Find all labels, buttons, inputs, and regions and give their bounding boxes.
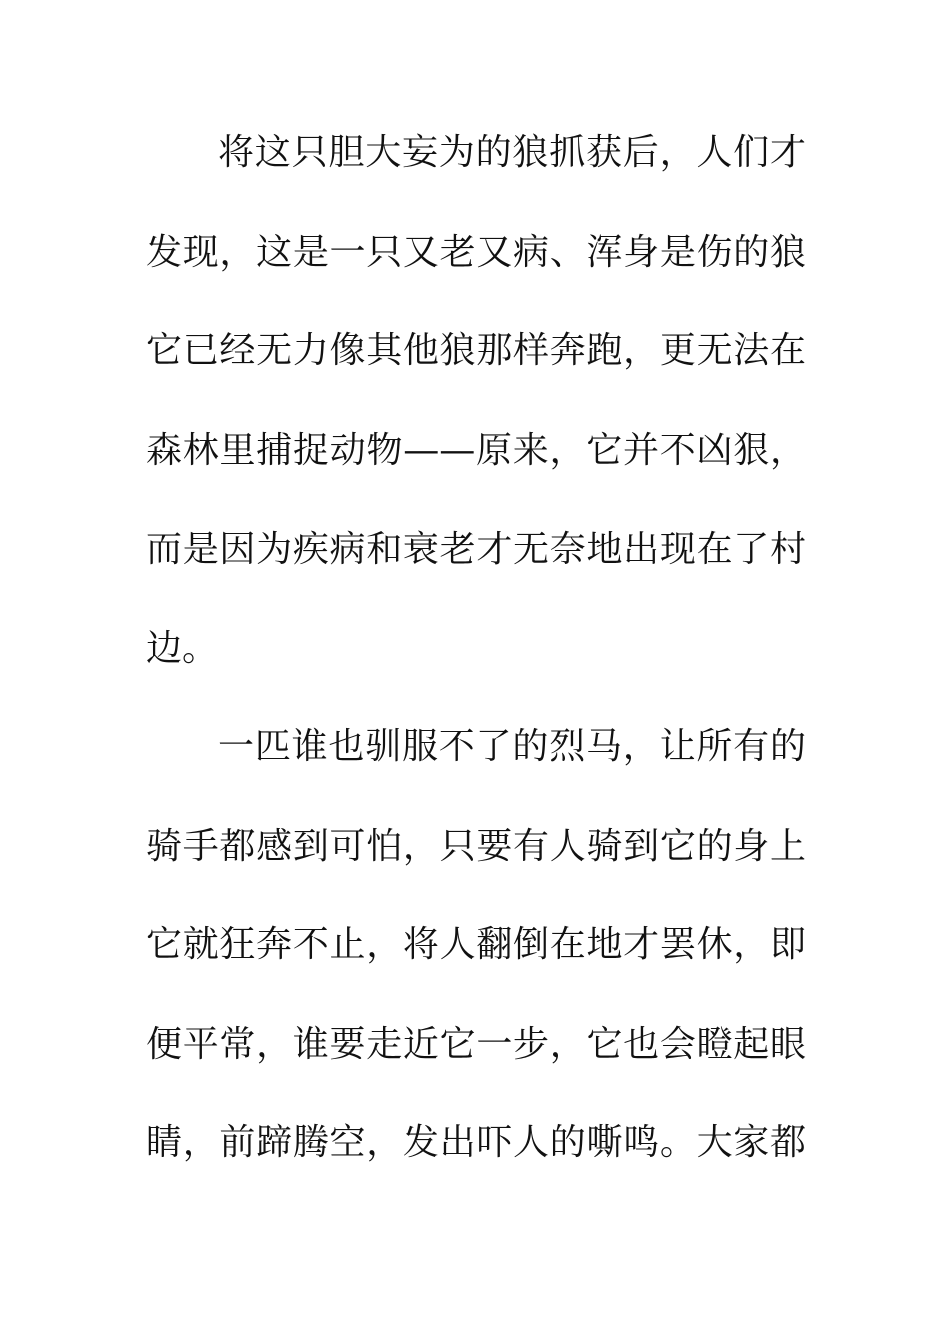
paragraph-1-line-4: 森林里捕捉动物——原来，它并不凶狠，: [146, 430, 806, 471]
paragraph-2-line-3: 它就狂奔不止，将人翻倒在地才罢休，即: [146, 924, 806, 965]
paragraph-1-line-5: 而是因为疾病和衰老才无奈地出现在了村: [146, 529, 806, 570]
paragraph-2-line-5: 睛，前蹄腾空，发出吓人的嘶鸣。大家都: [146, 1122, 806, 1163]
paragraph-2-line-1: 一匹谁也驯服不了的烈马，让所有的: [218, 726, 806, 767]
paragraph-1-line-1: 将这只胆大妄为的狼抓获后，人们才: [218, 132, 806, 173]
paragraph-1-line-2: 发现，这是一只又老又病、浑身是伤的狼: [146, 232, 806, 273]
paragraph-1-line-6: 边。: [146, 628, 219, 669]
paragraph-2-line-4: 便平常，谁要走近它一步，它也会瞪起眼: [146, 1024, 806, 1065]
paragraph-1-line-3: 它已经无力像其他狼那样奔跑，更无法在: [146, 330, 806, 371]
paragraph-2-line-2: 骑手都感到可怕，只要有人骑到它的身上: [146, 826, 806, 867]
